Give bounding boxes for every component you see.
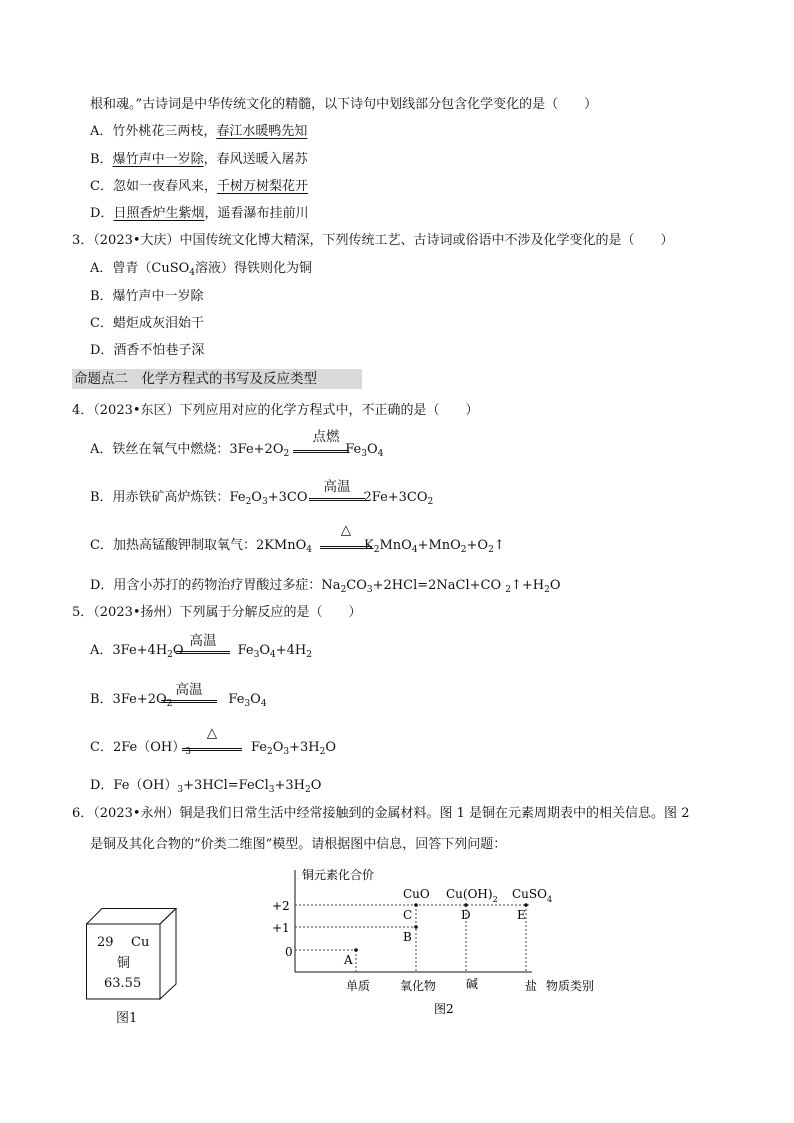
fig2-caption: 图2 [434, 1002, 454, 1016]
point-e [524, 903, 528, 907]
q5-stem: 5．（2023•扬州）下列属于分解反应的是（ ） [72, 605, 362, 620]
figure-2-diagram [260, 862, 620, 1022]
label-c: C [403, 908, 413, 922]
point-b [414, 925, 418, 929]
fig1-atomic-mass: 63.55 [104, 976, 142, 991]
fig1-symbol: Cu [131, 935, 150, 950]
label-cuso4: CuSO$_4$ [512, 887, 553, 904]
y-tick-plus2: +2 [272, 899, 290, 913]
q4-a-condition: 点燃 [312, 429, 340, 445]
q5-b-arrow [161, 700, 217, 703]
q5-b-condition: 高温 [175, 682, 203, 698]
x-label-base: 碱 [466, 977, 479, 991]
q2-option-a[interactable]: A．竹外桃花三两枝，春江水暖鸭先知 [90, 124, 308, 139]
x-label-salt: 盐 [525, 979, 538, 993]
y-axis-title: 铜元素化合价 [302, 868, 375, 882]
label-e: E [517, 908, 526, 922]
q6-stem-line2: 是铜及其化合物的“价类二维图”模型。请根据图中信息，回答下列问题： [90, 837, 507, 852]
q2-stem: 根和魂。”古诗词是中华传统文化的精髓，以下诗句中划线部分包含化学变化的是（ ） [90, 97, 598, 112]
q4-option-c[interactable]: C．加热高锰酸钾制取氧气：2KMnO$_4$ $K_2MnO_4+MnO_2+O_2↑$ [90, 538, 505, 555]
section-header: 命题点二 化学方程式的书写及反应类型 [72, 369, 362, 389]
x-axis-title: 物质类别 [546, 979, 595, 993]
fig1-caption: 图1 [116, 1011, 138, 1026]
q4-c-condition: △ [340, 522, 352, 538]
q4-b-condition: 高温 [323, 479, 351, 495]
q4-c-arrow [320, 546, 372, 549]
x-label-oxide: 氧化物 [400, 979, 437, 993]
x-label-element: 单质 [346, 979, 371, 993]
q5-option-c[interactable]: C．$2Fe(OH)_3$ $Fe_2O_3+3H_2O$ [90, 740, 337, 757]
q2-option-b[interactable]: B．爆竹声中一岁除，春风送暖入屠苏 [90, 152, 308, 167]
label-cuoh2: $Cu(OH)_2$ [446, 887, 498, 904]
q5-c-arrow [182, 748, 242, 751]
q2-option-c[interactable]: C．忽如一夜春风来，千树万树梨花开 [90, 179, 308, 194]
q4-option-b[interactable]: B．用赤铁矿高炉炼铁：$Fe_2O_3+3CO$ $2Fe+3CO_2$ [90, 490, 434, 507]
q6-stem-line1: 6．（2023•永州）铜是我们日常生活中经常接触到的金属材料。图 1 是铜在元素周期表中的相关信息。图 2 [72, 806, 690, 821]
q5-option-b[interactable]: B．$3Fe+2O_2$ $Fe_3O_4$ [90, 692, 267, 709]
y-tick-0: 0 [285, 945, 293, 959]
label-cuo: CuO [403, 887, 430, 901]
q2-option-d[interactable]: D．日照香炉生紫烟，遥看瀑布挂前川 [90, 206, 309, 221]
fig1-element-name: 铜 [117, 956, 131, 971]
label-a: A [344, 953, 353, 967]
y-tick-plus1: +1 [272, 921, 290, 935]
q4-option-a[interactable]: A．铁丝在氧气中燃烧：$3Fe+2O_2$ $Fe_3O_4$ [90, 442, 384, 459]
q4-b-arrow [309, 498, 365, 501]
q5-a-arrow [176, 651, 230, 654]
q4-option-d[interactable]: D．用含小苏打的药物治疗胃酸过多症：$Na_2CO_3+2HCl=2NaCl+CO$ $_2↑+H_2O$ [90, 578, 561, 595]
q3-option-a[interactable]: A．曾青（CuSO$_4$溶液）得铁则化为铜 [90, 261, 313, 278]
q5-c-condition: △ [206, 725, 218, 741]
q4-stem: 4．（2023•东区）下列应用对应的化学方程式中，不正确的是（ ） [72, 403, 479, 418]
fig1-atomic-number: 29 [97, 935, 114, 950]
q5-a-condition: 高温 [189, 633, 217, 649]
q5-option-d[interactable]: D．$Fe(OH)_3+3HCl=FeCl_3+3H_2O$ [90, 778, 322, 795]
q4-a-arrow [293, 450, 349, 453]
q5-option-a[interactable]: A．$3Fe+4H_2O$ $Fe_3O_4+4H_2$ [90, 643, 312, 660]
point-a [354, 948, 358, 952]
label-b: B [403, 930, 412, 944]
point-d [464, 903, 468, 907]
q3-option-c[interactable]: C．蜡炬成灰泪始干 [90, 316, 204, 331]
q3-stem: 3．（2023•大庆）中国传统文化博大精深，下列传统工艺、古诗词或俗语中不涉及化学变化的是（ ） [72, 233, 674, 248]
label-d: D [461, 908, 471, 922]
q3-option-d[interactable]: D．酒香不怕巷子深 [90, 343, 205, 358]
q3-option-b[interactable]: B．爆竹声中一岁除 [90, 289, 204, 304]
point-c [414, 903, 418, 907]
